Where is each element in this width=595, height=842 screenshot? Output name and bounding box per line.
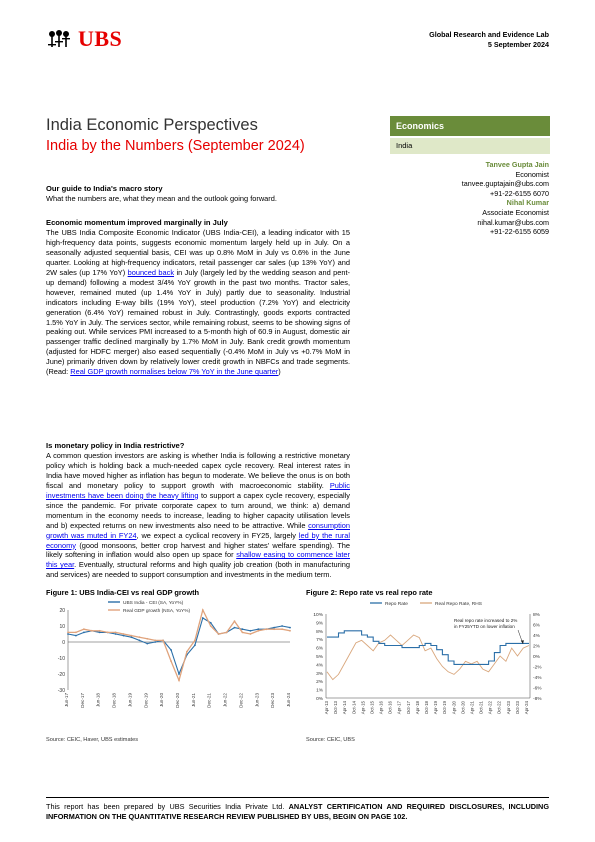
x-tick-label: Dec-18 [111,693,117,708]
inline-link[interactable]: Public investments have been doing the heavy lifting [46,480,350,500]
data-point [139,640,141,642]
author-email[interactable]: tanvee.guptajain@ubs.com [461,179,549,189]
x-tick-label: Oct-18 [424,701,429,715]
series-line-real-repo [327,635,529,680]
x-tick-label: Apr-19 [433,701,439,715]
ubs-logo [46,26,122,52]
legend-label: UBS India - CEI (SA, YoY%) [123,601,184,606]
x-tick-label: Apr-17 [396,701,402,715]
y-tick-label-right: 0% [533,655,540,660]
author-name: Tanvee Gupta Jain [485,160,549,169]
x-tick-label: Dec-17 [79,693,85,708]
data-point [242,632,244,634]
annotation-text: Real repo rate increased to 2% [454,618,518,623]
section-heading: Economic momentum improved marginally in July [46,218,228,227]
data-point [273,628,275,630]
data-point [289,630,291,632]
brand-name: UBS [78,26,123,51]
y-tick-label-left: 1% [316,688,323,694]
y-tick-label: 0 [62,640,65,646]
x-tick-label: Oct-17 [405,701,411,715]
data-point [107,632,109,634]
legend-label: Real Repo Rate, RHS [435,602,482,607]
y-tick-label-left: 4% [316,663,323,669]
data-point [281,628,283,630]
data-point [178,673,180,675]
y-tick-label-right: 8% [533,613,540,618]
data-point [131,635,133,637]
y-tick-label-right: 6% [533,623,540,629]
y-tick-label-right: -2% [533,665,542,671]
figure2-source: Source: CEIC, UBS [306,737,355,743]
figure1-source: Source: CEIC, Haver, UBS estimates [46,737,139,743]
section-paragraph: The UBS India Composite Economic Indicator (UBS India-CEI), a leading indicator with 15 high-frequency data points, suggests economic momentum largely held up in July. On a seasonally adjusted sequential basis, CEI was up 0.8% MoM in July vs 0.6% in the June quarter. Looking at high-frequency indicators, retail passenger car sales (up 13% YoY) and 2W sales (up 17% YoY) bounced back in July (largely led by the wedding season and pent-up demand) following a modest 3/4% YoY growth in the past two months. Tractor sales, however, remained muted (up 1.4% YoY in July) partly due to seasonality. Industrial indicators including E-way bills (19% YoY), steel production (7.2% YoY) and electricity generation (6.4% YoY) remained robust in July. Contrastingly, goods exports contracted 1.5% YoY in July. The services sector, while remaining robust, seems to be showing signs of peaking out. While services PMI increased to a 5-month high of 60.9 in August, domestic air passenger traffic declined marginally by 1.7% MoM in July. Bank credit growth momentum (adjusted for HDFC merger) also eased sequentially (-0.4% MoM in July vs +0.7% MoM in June) primarily driven down by relatively lower credit growth in NBFCs and trade segments. (Read: Real GDP growth normalises below 7% YoY in the June quarter) [46,227,350,377]
x-tick-label: Dec-22 [238,693,244,708]
data-point [250,633,252,635]
y-tick-label-left: 7% [316,638,323,644]
data-point [123,633,125,635]
guide-block [46,184,350,204]
series-line-gdp [68,610,290,680]
x-tick-label: Jun-22 [222,693,228,708]
x-tick-label: Jun-24 [286,693,291,708]
y-tick-label: 10 [59,624,65,630]
y-tick-label-left: 6% [316,646,323,652]
x-tick-label: Oct-13 [333,701,339,715]
data-point [226,632,228,634]
data-point [115,633,117,635]
y-tick-label-left: 2% [316,680,323,686]
author-role: Associate Economist [482,207,549,217]
y-tick-label-right: -6% [533,686,542,692]
y-tick-label-left: 8% [316,629,323,635]
y-tick-label-right: -8% [533,697,542,702]
section-heading: Is monetary policy in India restrictive? [46,441,185,450]
data-point [67,633,69,635]
data-point [218,633,220,635]
x-tick-label: Jun-21 [190,693,196,708]
data-point [242,628,244,630]
data-point [289,627,291,629]
data-point [162,640,164,642]
data-point [170,649,172,651]
x-tick-label: Jun-20 [159,693,165,708]
y-tick-label: -10 [57,656,65,662]
x-tick-label: Dec-19 [143,693,149,708]
lab-header [429,30,549,50]
data-point [83,632,85,634]
data-point [194,640,196,642]
section-monetary-policy [46,441,350,580]
data-point [210,625,212,627]
data-point [273,627,275,629]
x-tick-label: Dec-21 [206,693,212,708]
x-tick-label: Dec-23 [270,693,276,708]
author-phone: +91-22-6155 6070 [490,188,549,198]
report-title: India Economic Perspectives [46,116,258,134]
x-tick-label: Oct-16 [387,701,393,715]
section-momentum [46,218,350,377]
x-tick-label: Jun-19 [127,693,133,708]
footer-disclaimer: This report has been prepared by UBS Securities India Private Ltd. ANALYST CERTIFICATION AND REQUIRED DISCLOSURES, INCLUDING INFORMATION ON THE QUANTITATIVE RESEARCH REVIEW PUBLISHED BY UBS, BEGIN ON PAGE 102. [46,802,549,821]
figure1-chart [46,598,298,730]
x-tick-label: Apr-13 [324,701,329,715]
series-line-cei [68,618,290,674]
x-tick-label: Oct-23 [514,701,520,715]
authors-block [462,160,549,237]
x-tick-label: Apr-20 [451,701,457,715]
x-tick-label: Oct-15 [369,701,375,715]
report-date: 5 September 2024 [487,40,549,49]
author-role: Economist [515,169,549,179]
data-point [75,632,77,634]
legend-label: Real GDP growth (NSA, YoY%) [123,609,191,614]
x-tick-label: Oct-19 [442,701,448,715]
data-point [257,628,259,630]
x-tick-label: Apr-22 [487,701,493,715]
figure2-title: Figure 2: Repo rate vs real repo rate [306,588,433,597]
data-point [178,680,180,682]
report-subtitle: India by the Numbers (September 2024) [46,138,305,154]
data-point [202,617,204,619]
data-point [146,638,148,640]
inline-link[interactable]: bounced back [127,267,175,277]
figure1-title: Figure 1: UBS India-CEI vs real GDP growth [46,588,200,597]
guide-heading: Our guide to India's macro story [46,184,163,193]
data-point [202,609,204,611]
x-tick-label: Apr-21 [469,701,475,715]
data-point [154,641,156,643]
country-tag: India [390,138,550,154]
data-point [234,620,236,622]
data-point [281,625,283,627]
x-tick-label: Apr-15 [360,701,366,715]
x-tick-label: Apr-18 [414,701,420,715]
keys-logo-icon [46,28,72,50]
data-point [123,635,125,637]
author-name: Nihal Kumar [506,198,549,208]
inline-link[interactable]: consumption growth was muted in FY24 [46,520,350,540]
inline-link[interactable]: led by the rural economy [46,530,351,550]
x-tick-label: Dec-20 [175,693,180,708]
data-point [234,627,236,629]
x-tick-label: Oct-21 [478,701,484,715]
y-tick-label-left: 5% [316,655,323,660]
y-tick-label-left: 3% [316,671,323,677]
data-point [154,640,156,642]
x-tick-label: Jun-18 [95,693,101,708]
footer-rule [46,797,549,798]
x-tick-label: Oct-20 [460,701,466,715]
y-tick-label-left: 9% [316,621,323,627]
figure2-chart [306,598,552,730]
annotation-text: in FY25YTD on lower inflation [454,624,515,629]
data-point [83,628,85,630]
y-tick-label-left: 0% [316,697,323,702]
y-tick-label-left: 10% [313,613,323,618]
data-point [75,635,77,637]
y-tick-label-right: 4% [533,634,540,639]
y-tick-label-right: 2% [533,644,540,650]
x-tick-label: Apr-16 [378,701,384,715]
section-paragraph: A common question investors are asking is whether India is following a restrictive monetary policy which is holding back a much-needed capex cycle recovery. Real interest rates in India have moved higher as inflation has begun to moderate. We believe the onus is on both fiscal and monetary policy to support growth with macroeconomic stability. Public investments have been doing the heavy lifting to support a capex cycle recovery, especially since the pandemic. For private corporate capex to turn around, we think: a) demand momentum in the economy needs to increase, leading to higher capacity utilisation levels and b) expected returns on new investments also need to be attractive. While consumption growth was muted in FY24, we expect a cyclical recovery in FY25, largely led by the rural economy (good monsoons, better crop harvest and higher states' welfare spending). The likely softening in inflation would also open up space for shallow easing to commence later this year. Eventually, structural reforms and high quality job creation (both in manufacturing and services) are needed to support consumption and investments in the medium term. [46,450,351,580]
data-point [146,643,148,645]
data-point [170,660,172,662]
series-line-repo [327,631,529,665]
data-point [131,636,133,638]
data-point [265,628,267,630]
data-point [91,630,93,632]
x-tick-label: Apr-23 [505,701,511,715]
data-point [194,644,196,646]
inline-link[interactable]: shallow easing to commence later this year [46,550,351,570]
data-point [139,636,141,638]
data-point [99,632,101,634]
x-tick-label: Oct-14 [351,701,357,715]
x-tick-label: Jun-23 [254,693,260,708]
data-point [99,630,101,632]
y-tick-label: -20 [57,672,65,678]
legend-label: Repo Rate [385,602,408,607]
y-tick-label: 20 [59,608,65,614]
data-point [115,632,117,634]
x-tick-label: Apr-24 [524,701,529,715]
data-point [257,630,259,632]
x-tick-label: Oct-22 [496,701,502,715]
y-tick-label: -30 [57,688,65,694]
sector-tag: Economics [390,116,550,136]
data-point [67,632,69,634]
data-point [250,630,252,632]
inline-link[interactable]: Real GDP growth normalises below 7% YoY in the June quarter [70,367,279,377]
guide-text: What the numbers are, what they mean and the outlook going forward. [46,193,277,203]
author-email[interactable]: nihal.kumar@ubs.com [477,217,549,227]
author-phone: +91-22-6155 6059 [490,227,549,237]
data-point [186,651,188,653]
y-tick-label-right: -4% [533,676,542,681]
x-tick-label: Apr-14 [342,701,348,715]
lab-name: Global Research and Evidence Lab [429,30,549,39]
x-tick-label: Jun-17 [64,693,69,708]
